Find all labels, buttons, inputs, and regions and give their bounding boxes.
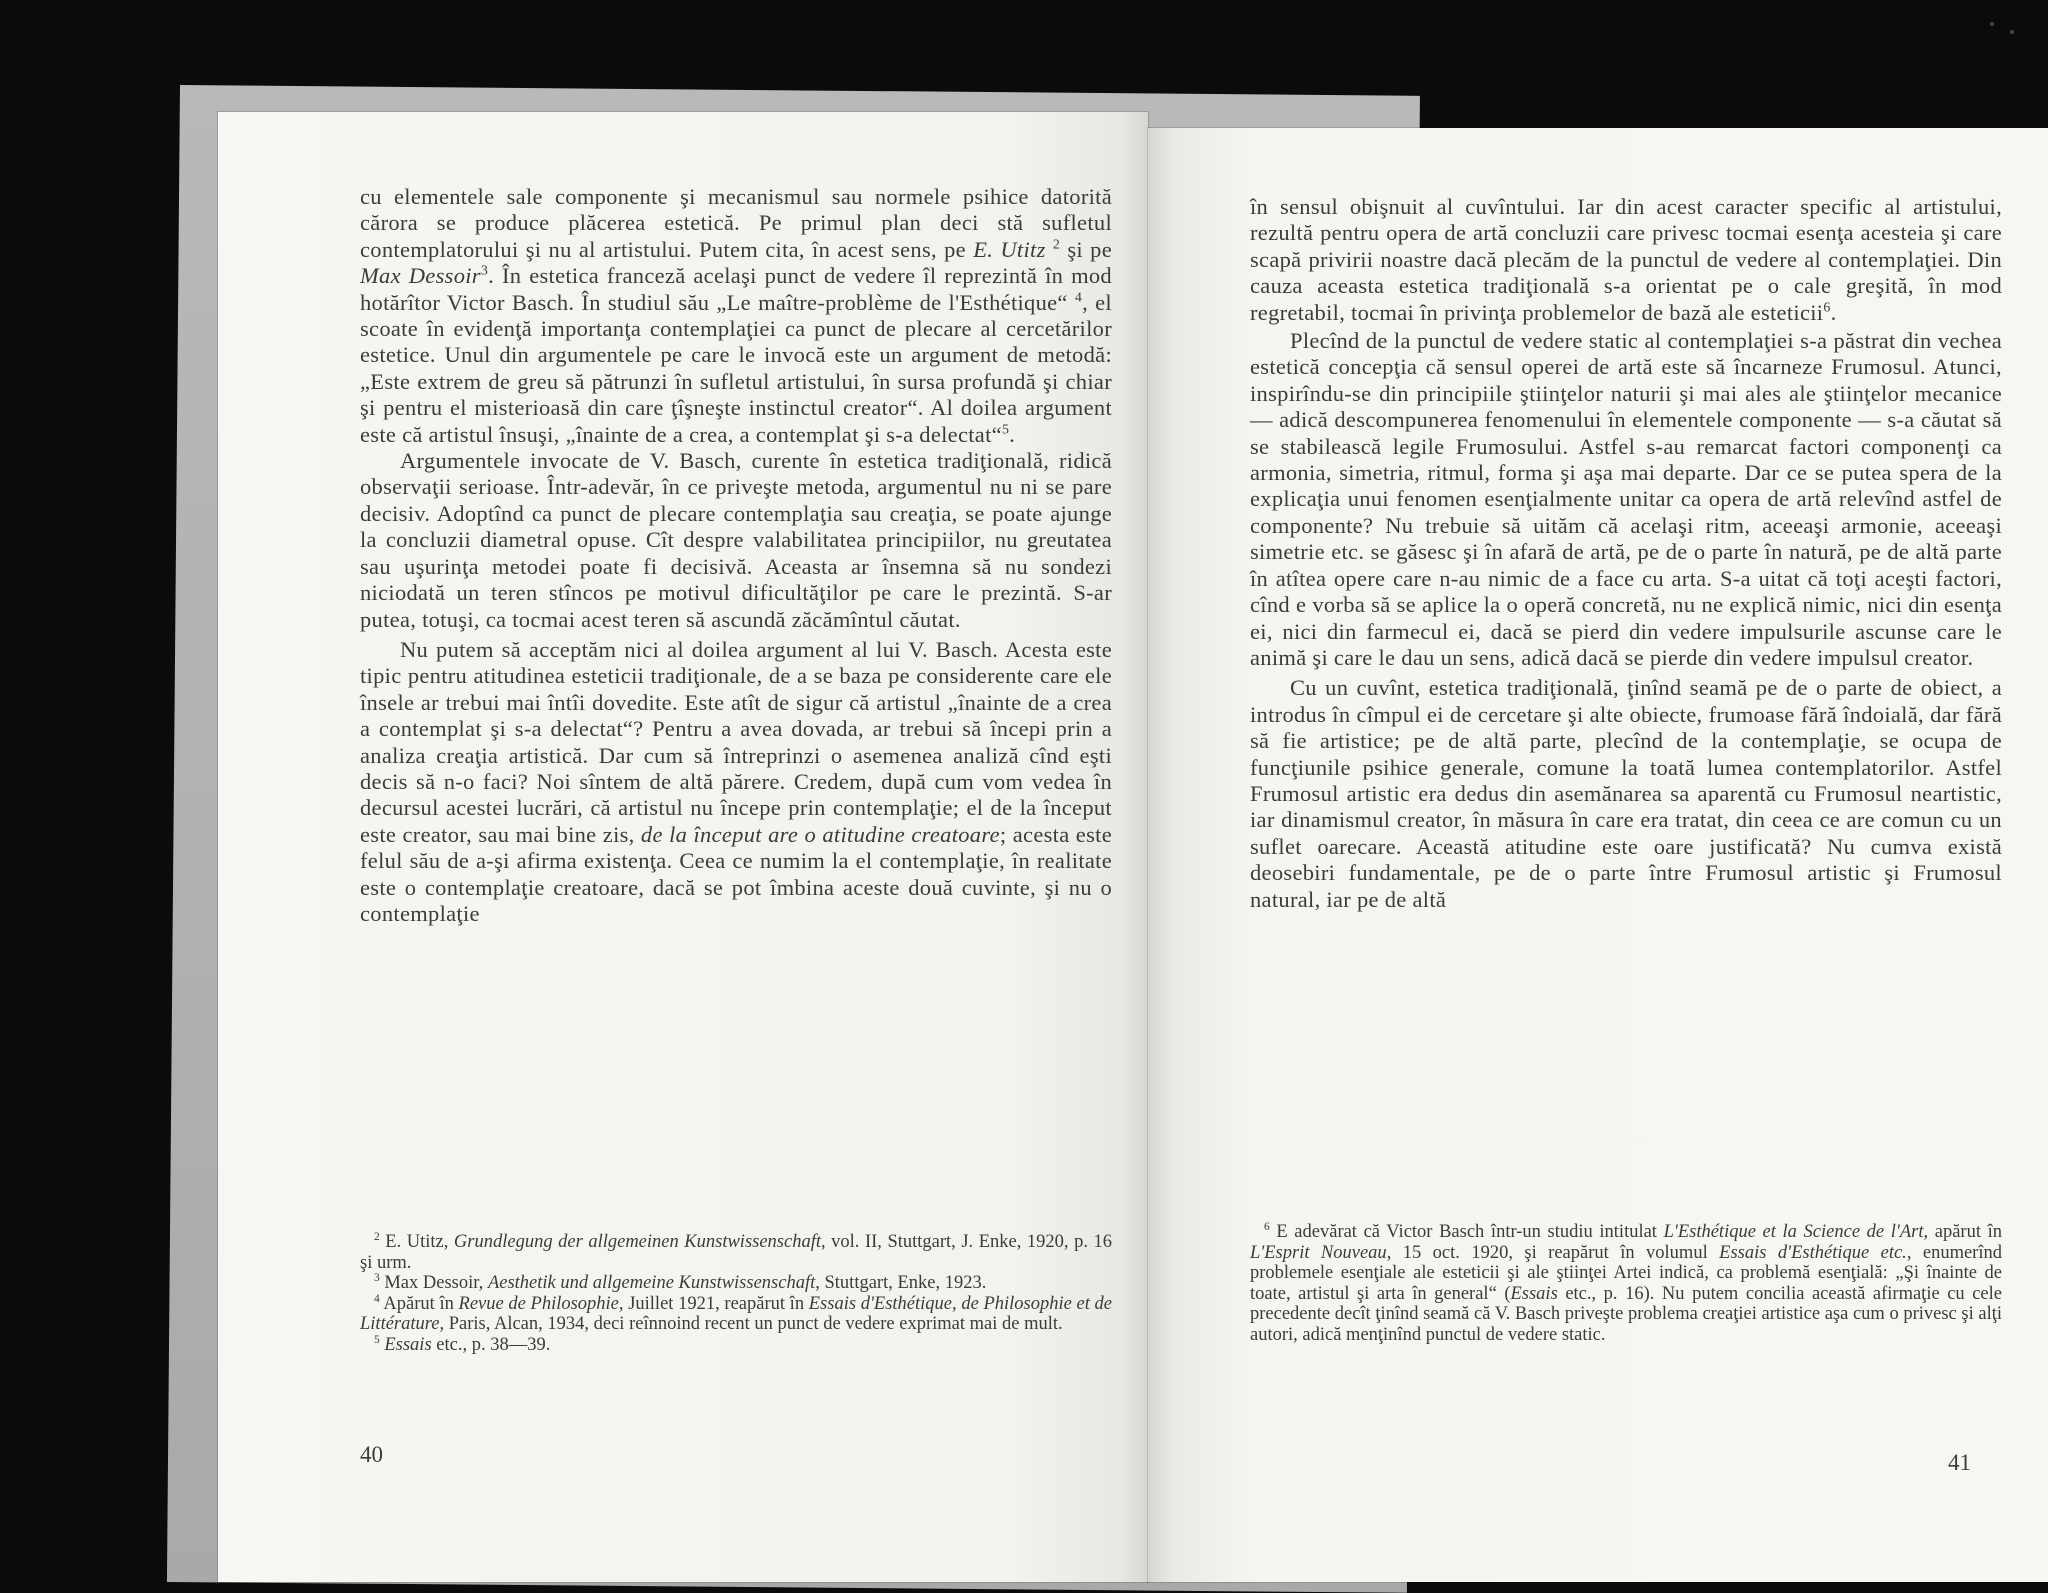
- right-paragraph-3: Cu un cuvînt, estetica tradiţională, ţinînd seamă pe de o parte de obiect, a introdus în cîmpul ei de cercetare şi alte obiecte, frumoase fără îndoială, dar fără să fie artistice; pe de altă parte, plecînd de la contemplaţie, se ocupa de funcţiunile psihice generale, comune la toată lumea contemplatorilor. Astfel Frumosul artistic era dedus din asemănarea sa aparentă cu Frumosul neartistic, iar dinamismul creator, în măsura în care era tratat, din ceea ce are comun cu un suflet oarecare. Această atitudine este oare justificată? Nu cumva există deosebiri fundamentale, pe de o parte între Frumosul artistic şi Frumosul natural, iar pe de altă: [1250, 675, 2002, 912]
- page-number-right: 41: [1948, 1450, 1971, 1475]
- footnote-2: $^2$ E. Utitz, Grundlegung der allgemeinen Kunstwissenschaft, vol. II, Stuttgart, J. Enke, 1920, p. 16 şi urm.: [360, 1230, 1112, 1273]
- footnote-3: $^3$ Max Dessoir, Aesthetik und allgemeine Kunstwissenschaft, Stuttgart, Enke, 1923.: [374, 1272, 987, 1294]
- right-paragraph-2: Plecînd de la punctul de vedere static al contemplaţiei s-a păstrat din vechea estetică concepţia că sensul operei de artă este să încarneze Frumosul. Atunci, inspirîndu-se din principiile ştiinţelor naturii şi mai ales ale ştiinţelor mecanice — adică descompunerea fenomenului în elementele componente — s-a căutat să se stabilească legile Frumosului. Astfel s-au remarcat factori componenţi ca armonia, simetria, ritmul, forma şi aşa mai departe. Dar ce se putea spera de la explicaţia unui fenomen esenţialmente unitar ca opera de artă relevînd astfel de componente? Nu trebuie să uităm că acelaşi ritm, aceeaşi armonie, aceeaşi simetrie etc. se găsesc şi în afară de artă, pe de o parte în natură, pe de altă parte în atîtea opere care n-au nimic de a face cu arta. S-a uitat că toţi aceşti factori, cînd e vorba să se aplice la o operă concretă, nu ne explică nimic, nici din esenţa ei, nici din farmecul ei, dacă se pierd din vedere impulsurile ascunse care le animă şi care le dau un sens, adică dacă se pierde din vedere impulsul creator.: [1250, 328, 2002, 670]
- right-paragraph-1: în sensul obişnuit al cuvîntului. Iar din acest caracter specific al artistului, rezultă pentru opera de artă concluzii care privesc tocmai esenţa acesteia şi care scapă privirii noastre dacă plecăm de la punctul de vedere al contemplaţiei. Din cauza aceasta estetica tradiţională s-a orientat pe o cale greşită, în mod regretabil, tocmai în privinţa problemelor de bază ale esteticii$^6$.: [1250, 194, 2002, 325]
- left-paragraph-1: cu elementele sale componente şi mecanismul sau normele psihice datorită cărora se produce plăcerea estetică. Pe primul plan deci stă sufletul contemplatorului şi nu al artistului. Putem cita, în acest sens, pe E. Utitz $^2$ şi pe Max Dessoir$^3$. În estetica franceză acelaşi punct de vedere îl reprezintă în mod hotărîtor Victor Basch. În studiul său „Le maître-problème de l'Esthétique“ $^4$, el scoate în evidenţă importanţa contemplaţiei ca punct de plecare al cercetărilor estetice. Unul din argumentele pe care le invocă este un argument de metodă: „Este extrem de greu să pătrunzi în sufletul artistului, în sursa profundă şi chiar şi pentru el misterioasă din care ţîşneşte instinctul creator“. Al doilea argument este că artistul însuşi, „înainte de a crea, a contemplat şi s-a delectat“$^5$.: [360, 184, 1113, 447]
- footnote-6: $^6$ E adevărat că Victor Basch într-un studiu intitulat L'Esthétique et la Science de l'Art, apărut în L'Esprit Nouveau, 15 oct. 1920, şi reapărut în volumul Essais d'Esthétique etc., enumerînd problemele esenţiale ale esteticii şi ale ştiinţei Artei indică, ca problemă esenţială: „Şi înainte de toate, artistul şi arta în general“ (Essais etc., p. 16). Nu putem concilia această afirmaţie cu cele precedente decît ţinînd seamă că V. Basch priveşte problema creaţiei artistice aşa cum o privesc şi alţi autori, adică menţinînd punctul de vedere static.: [1250, 1220, 2002, 1345]
- left-paragraph-2: Argumentele invocate de V. Basch, curente în estetica tradiţională, ridică observaţii serioase. Într-adevăr, în ce priveşte metoda, argumentul nu ni se pare decisiv. Adoptînd ca punct de plecare contemplaţia sau creaţia, se poate ajunge la concluzii diametral opuse. Cît despre valabilitatea principiilor, nu greutatea sau uşurinţa metodei poate fi decisivă. Aceasta ar însemna să nu sondezi niciodată un teren stîncos pe motivul dificultăţilor pe care le prezintă. S-ar putea, totuşi, ca tocmai acest teren să ascundă zăcămîntul căutat.: [360, 448, 1112, 632]
- left-paragraph-3: Nu putem să acceptăm nici al doilea argument al lui V. Basch. Acesta este tipic pentru atitudinea esteticii tradiţionale, de a se baza pe considerente care ele însele ar trebui mai întîi dovedite. Este atît de sigur că artistul „înainte de a crea a contemplat şi s-a delectat“? Pentru a avea dovada, ar trebui să începi prin a analiza creaţia artistică. Dar cum să întreprinzi o asemenea analiză cînd eşti decis să n-o faci? Noi sîntem de altă părere. Credem, după cum vom vedea în decursul acestei lucrări, că artistul nu începe prin contemplaţie; el de la început este creator, sau mai bine zis, de la început are o atitudine creatoare; acesta este felul său de a-şi afirma existenţa. Ceea ce numim la el contemplaţie, în realitate este o contemplaţie creatoare, dacă se pot îmbina aceste două cuvinte, şi nu o contemplaţie: [360, 636, 1112, 926]
- left-page: [218, 112, 1148, 1582]
- page-number-left: 40: [360, 1442, 383, 1467]
- left-page-body: [360, 184, 1112, 927]
- right-footnotes: [1250, 1222, 2002, 1346]
- dust-speck: [2010, 30, 2014, 34]
- right-page-body: [1250, 194, 2002, 913]
- right-page: [1148, 128, 2048, 1582]
- left-footnotes: [360, 1232, 1112, 1356]
- footnote-5: $^5$ Essais etc., p. 38—39.: [374, 1333, 551, 1355]
- dust-speck: [1990, 22, 1994, 26]
- footnote-4: $^4$ Apărut în Revue de Philosophie, Juillet 1921, reapărut în Essais d'Esthétique, de Philosophie et de Littérature, Paris, Alcan, 1934, deci reînnoind recent un punct de vedere exprimat mai de mult.: [360, 1292, 1112, 1335]
